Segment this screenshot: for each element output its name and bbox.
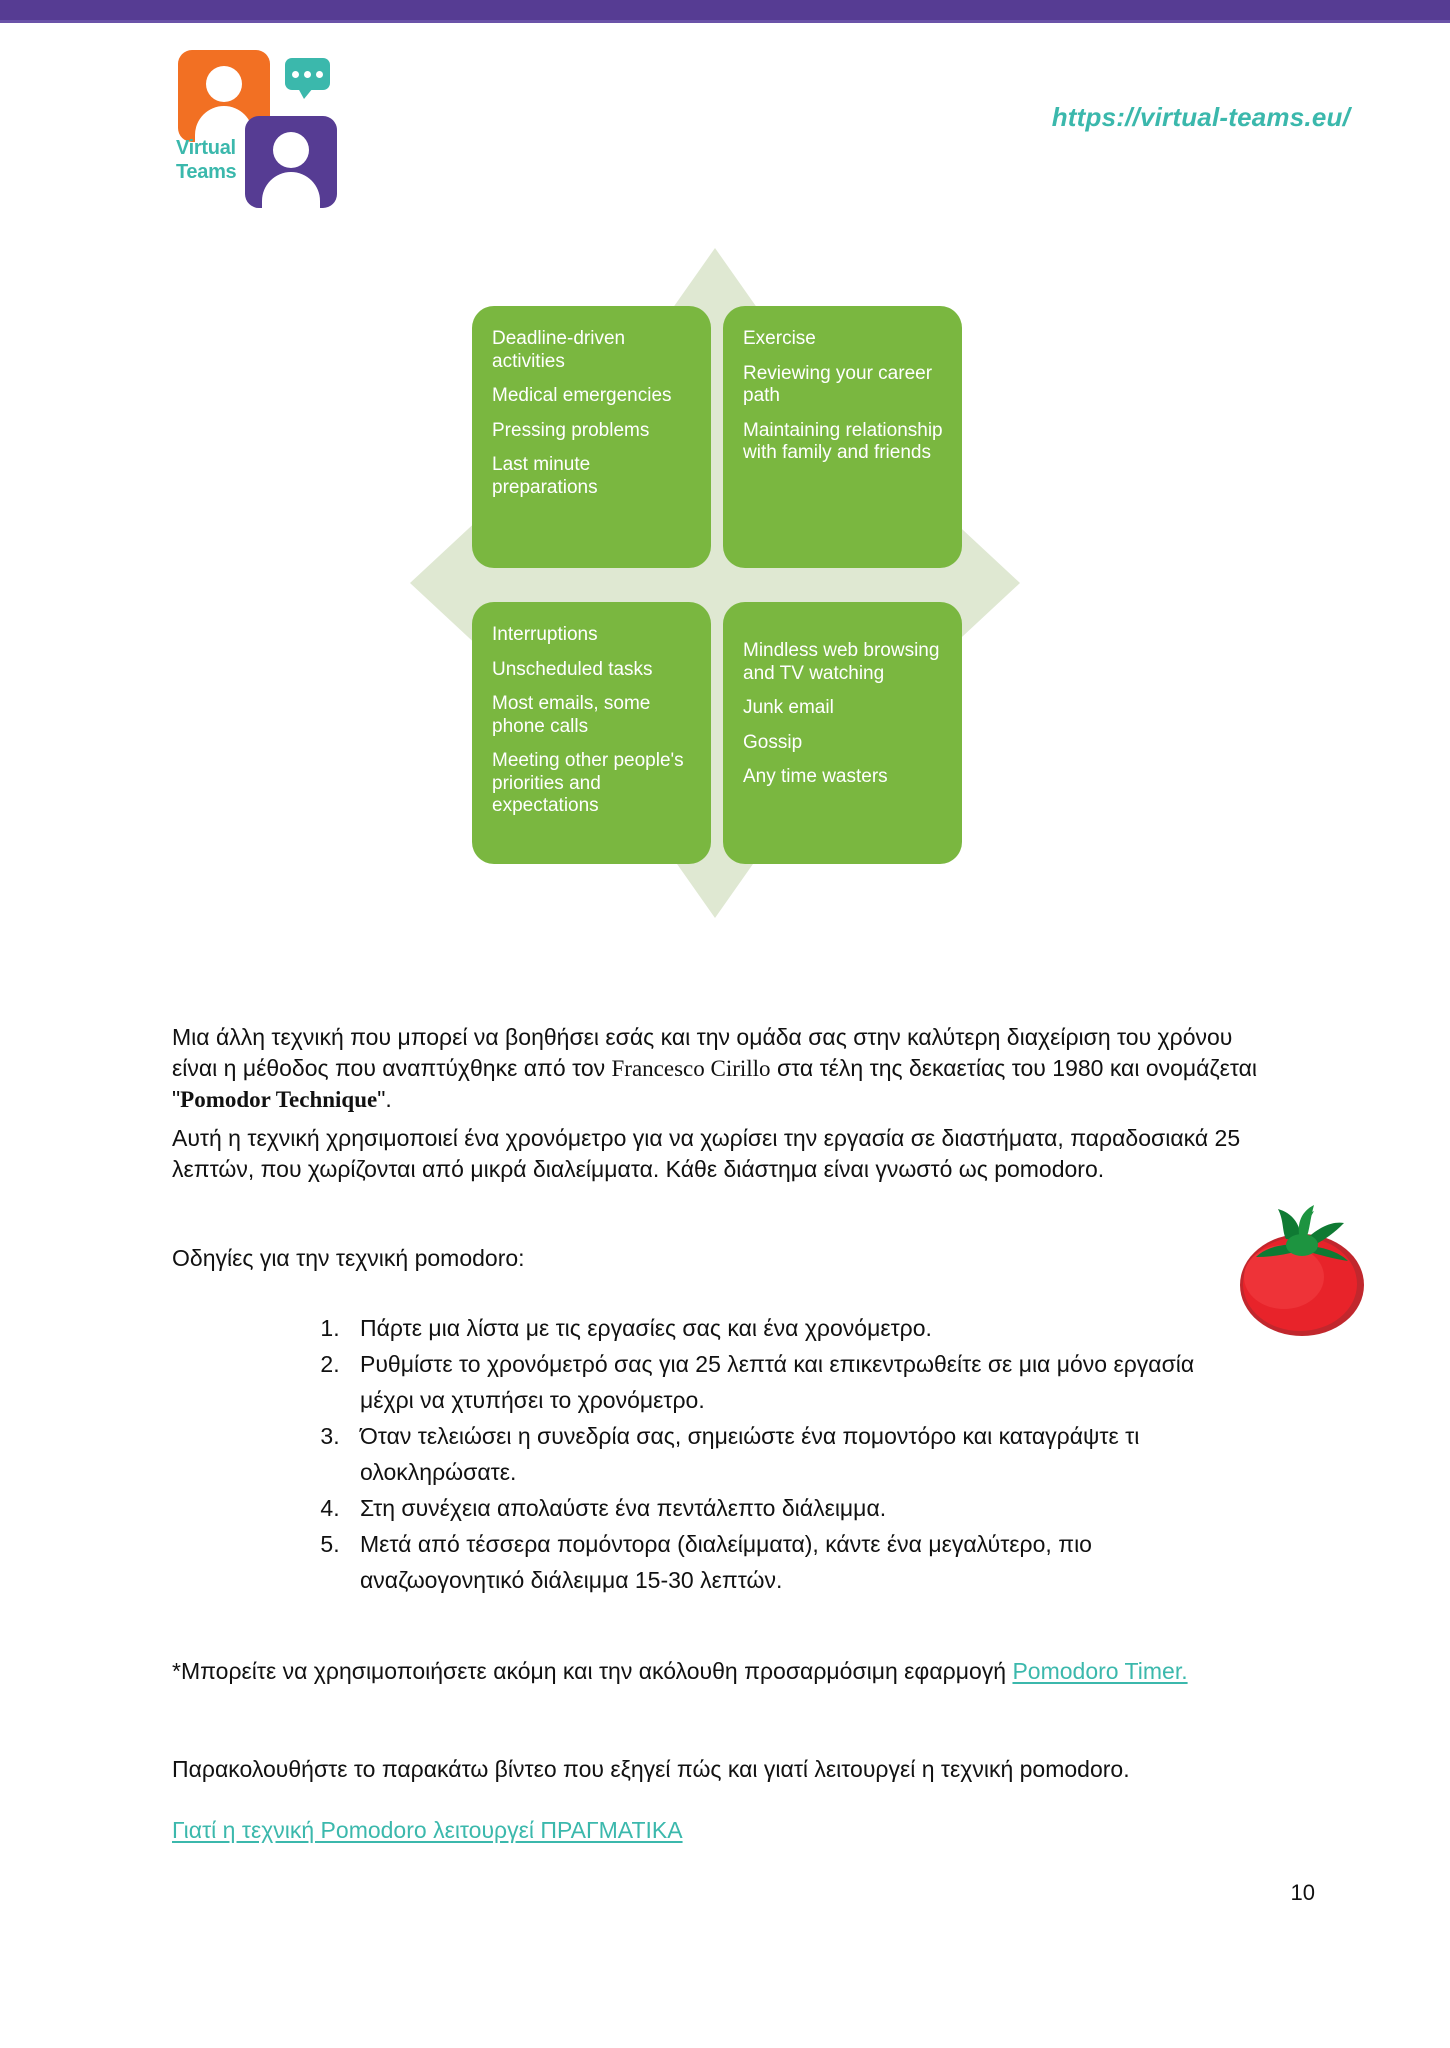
intro-text-part3: ".	[377, 1086, 392, 1112]
list-item: 4. Στη συνέχεια απολαύστε ένα πεντάλεπτο διάλειμμα.	[346, 1490, 1240, 1526]
person-head-icon	[206, 66, 242, 102]
quadrant-item-list	[743, 328, 944, 465]
page-header	[0, 26, 1450, 191]
list-item: Interruptions	[492, 624, 598, 645]
list-item: Any time wasters	[743, 766, 888, 787]
custom-app-note	[172, 1655, 1282, 1688]
list-item: Gossip	[743, 731, 803, 753]
quadrant-item-list	[743, 640, 944, 789]
quadrant-not-urgent-important	[723, 306, 962, 568]
list-item: Pressing problems	[492, 419, 650, 441]
logo-wordmark-line1: Virtual	[176, 137, 236, 159]
tomato-illustration	[1222, 1193, 1382, 1343]
logo-purple-person-tile	[245, 116, 337, 208]
logo-wordmark	[176, 136, 236, 184]
list-item: Most emails, some phone calls	[492, 693, 651, 737]
top-purple-bar	[0, 0, 1450, 20]
video-link-wrapper	[172, 1814, 683, 1847]
speech-bubble-icon	[285, 58, 330, 90]
paragraph-pomodoro-intro	[172, 1022, 1277, 1115]
person-head-icon	[273, 132, 309, 168]
list-item: Junk email	[743, 697, 834, 718]
page-number: 10	[1290, 1880, 1315, 1905]
list-item: 5. Μετά από τέσσερα πομόντορα (διαλείμματα), κάντε ένα μεγαλύτερο, πιο αναζωογονητικό διάλειμμα 15-30 λεπτών.	[346, 1526, 1240, 1598]
quadrant-not-urgent-not-important	[723, 602, 962, 864]
quadrant-urgent-not-important	[472, 602, 711, 864]
paragraph-pomodoro-definition: Αυτή η τεχνική χρησιμοποιεί ένα χρονόμετρο για να χωρίσει την εργασία σε διαστήματα, παραδοσιακά 25 λεπτών, που χωρίζονται από μικρά διαλείμματα. Κάθε διάστημα είναι γνωστό ως pomodoro.	[172, 1125, 1241, 1182]
video-intro-text: Παρακολουθήστε το παρακάτω βίντεο που εξηγεί πώς και γιατί λειτουργεί η τεχνική pomodoro.	[172, 1756, 1130, 1782]
pomodoro-steps-list	[300, 1310, 1240, 1598]
list-item: Maintaining relationship with family and friends	[743, 419, 943, 463]
list-item: 1. Πάρτε μια λίστα με τις εργασίες σας και ένα χρονόμετρο.	[346, 1310, 1240, 1346]
header-website-url[interactable]: https://virtual-teams.eu/	[1051, 102, 1350, 132]
list-item: Last minute preparations	[492, 454, 598, 498]
pomodoro-timer-link[interactable]: Pomodoro Timer.	[1012, 1658, 1188, 1684]
instructions-heading: Οδηγίες για την τεχνική pomodoro:	[172, 1245, 525, 1271]
list-item: Mindless web browsing and TV watching	[743, 640, 940, 684]
logo-wordmark-line2: Teams	[176, 161, 237, 183]
list-item: Reviewing your career path	[743, 362, 933, 406]
quadrant-urgent-important	[472, 306, 711, 568]
top-bar-hairline	[0, 20, 1450, 23]
intro-text-part2: στα τέλη της δεκαετίας του 1980 και ονομάζεται "	[172, 1055, 1258, 1112]
list-item: 2. Ρυθμίστε το χρονόμετρό σας για 25 λεπτά και επικεντρωθείτε σε μια μόνο εργασία μέχρι να χτυπήσει το χρονόμετρο.	[346, 1346, 1240, 1418]
list-item: Unscheduled tasks	[492, 658, 653, 680]
intro-paragraphs	[172, 1022, 1277, 1193]
list-item: Meeting other people's priorities and expectations	[492, 750, 684, 816]
custom-app-note-text: *Μπορείτε να χρησιμοποιήσετε ακόμη και την ακόλουθη προσαρμόσιμη εφαρμογή	[172, 1658, 1013, 1684]
quadrant-item-list	[492, 624, 693, 818]
bubble-dots-icon	[292, 71, 323, 78]
list-item: 3. Όταν τελειώσει η συνεδρία σας, σημειώστε ένα πομοντόρο και καταγράψτε τι ολοκληρώσατε.	[346, 1418, 1240, 1490]
pomodoro-video-link[interactable]: Γιατί η τεχνική Pomodoro λειτουργεί ΠΡΑΓΜΑΤΙΚΑ	[172, 1817, 683, 1843]
list-item: Medical emergencies	[492, 385, 672, 406]
quadrant-item-list	[492, 328, 693, 499]
virtual-teams-logo	[172, 44, 362, 184]
quadrant-grid	[472, 306, 962, 864]
person-body-icon	[262, 172, 320, 208]
technique-name: Pomodor Technique	[180, 1087, 378, 1112]
intro-text-part1: Μια άλλη τεχνική που μπορεί να βοηθήσει εσάς και την ομάδα σας στην καλύτερη διαχείριση του χρόνου είναι η μέθοδος που αναπτύχθηκε από τον	[172, 1024, 1233, 1081]
author-name: Francesco Cirillo	[611, 1056, 771, 1081]
list-item: Exercise	[743, 328, 816, 349]
list-item: Deadline-driven activities	[492, 328, 626, 372]
eisenhower-quadrant-diagram	[400, 238, 1030, 928]
